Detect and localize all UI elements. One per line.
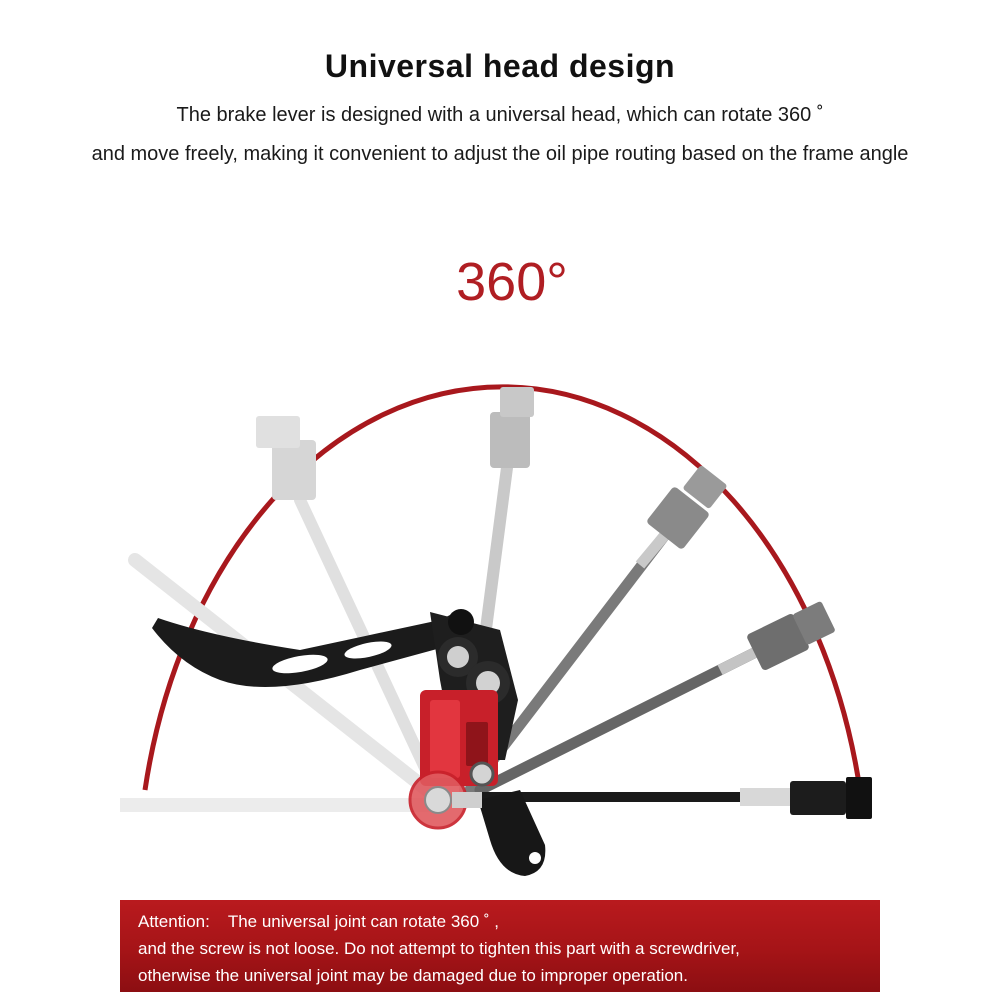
rotation-angle-label: 360° <box>456 252 568 312</box>
handlebar-clamp <box>478 790 545 876</box>
attention-banner <box>120 900 880 992</box>
attention-line-3: otherwise the universal joint may be damaged due to improper operation. <box>138 966 688 985</box>
hose-position-right <box>480 601 836 790</box>
attention-line-1 <box>138 908 880 935</box>
attention-label: Attention: <box>138 912 210 931</box>
description-line-1: The brake lever is designed with a universal head, which can rotate 360 ˚ <box>176 104 824 126</box>
page-title: Universal head design <box>324 48 676 84</box>
attention-text-1: The universal joint can rotate 360 ˚ , <box>227 912 500 931</box>
ghost-hose-upper-left <box>256 416 440 800</box>
description-line-2: and move freely, making it convenient to adjust the oil pipe routing based on the frame angle <box>91 143 909 165</box>
attention-line-2: and the screw is not loose. Do not attempt to tighten this part with a screwdriver, <box>138 939 740 958</box>
